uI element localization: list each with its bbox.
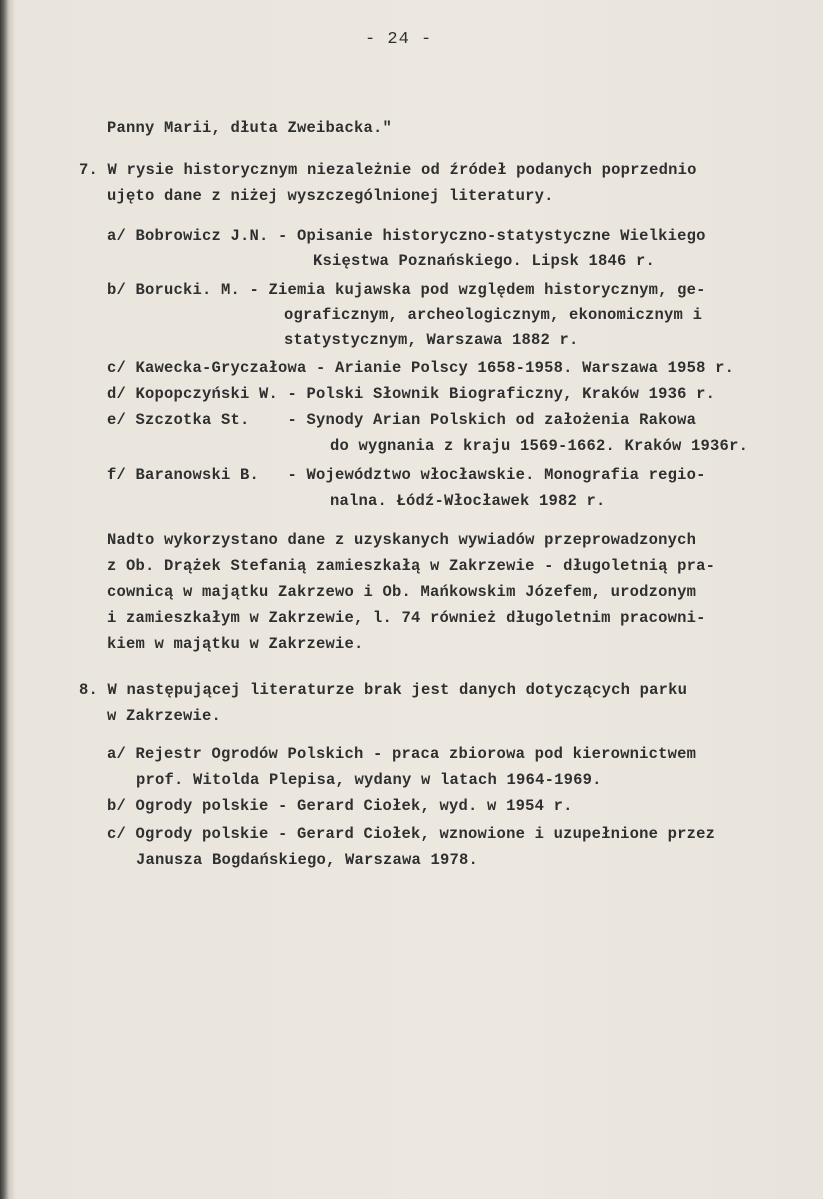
text-line: prof. Witolda Plepisa, wydany w latach 1964-1969. [136,771,602,789]
text-line: ujęto dane z niżej wyszczególnionej literatury. [107,187,554,205]
text-line: statystycznym, Warszawa 1882 r. [284,331,579,349]
text-line: e/ Szczotka St. - Synody Arian Polskich od założenia Rakowa [107,411,697,429]
text-line: f/ Baranowski B. - Województwo włocławskie. Monografia regio- [107,466,706,484]
text-line: c/ Kawecka-Gryczałowa - Arianie Polscy 1658-1958. Warszawa 1958 r. [107,359,735,377]
text-line: Panny Marii, dłuta Zweibacka." [107,119,393,137]
text-line: i zamieszkałym w Zakrzewie, l. 74 również długoletnim pracowni- [107,609,706,627]
text-line: 8. W następującej literaturze brak jest danych dotyczących parku [79,681,688,699]
text-line: Księstwa Poznańskiego. Lipsk 1846 r. [313,252,656,270]
text-line: z Ob. Drążek Stefanią zamieszkałą w Zakrzewie - długoletnią pra- [107,557,716,575]
text-line: a/ Rejestr Ogrodów Polskich - praca zbiorowa pod kierownictwem [107,745,697,763]
text-line: c/ Ogrody polskie - Gerard Ciołek, wznowione i uzupełnione przez [107,825,716,843]
text-line: cownicą w majątku Zakrzewo i Ob. Mańkowskim Józefem, urodzonym [107,583,697,601]
text-line: b/ Ogrody polskie - Gerard Ciołek, wyd. w 1954 r. [107,797,573,815]
text-line: Janusza Bogdańskiego, Warszawa 1978. [136,851,479,869]
page-number: - 24 - [365,30,433,49]
text-line: nalna. Łódź-Włocławek 1982 r. [330,492,606,510]
text-line: kiem w majątku w Zakrzewie. [107,635,364,653]
text-line: a/ Bobrowicz J.N. - Opisanie historyczno-statystyczne Wielkiego [107,227,706,245]
text-line: 7. W rysie historycznym niezależnie od źródeł podanych poprzednio [79,161,697,179]
text-line: do wygnania z kraju 1569-1662. Kraków 1936r. [330,437,749,455]
text-line: ograficznym, archeologicznym, ekonomicznym i [284,306,703,324]
text-line: w Zakrzewie. [107,707,222,725]
text-line: b/ Borucki. M. - Ziemia kujawska pod względem historycznym, ge- [107,281,706,299]
text-line: Nadto wykorzystano dane z uzyskanych wywiadów przeprowadzonych [107,531,697,549]
text-line: d/ Kopopczyński W. - Polski Słownik Biograficzny, Kraków 1936 r. [107,385,716,403]
